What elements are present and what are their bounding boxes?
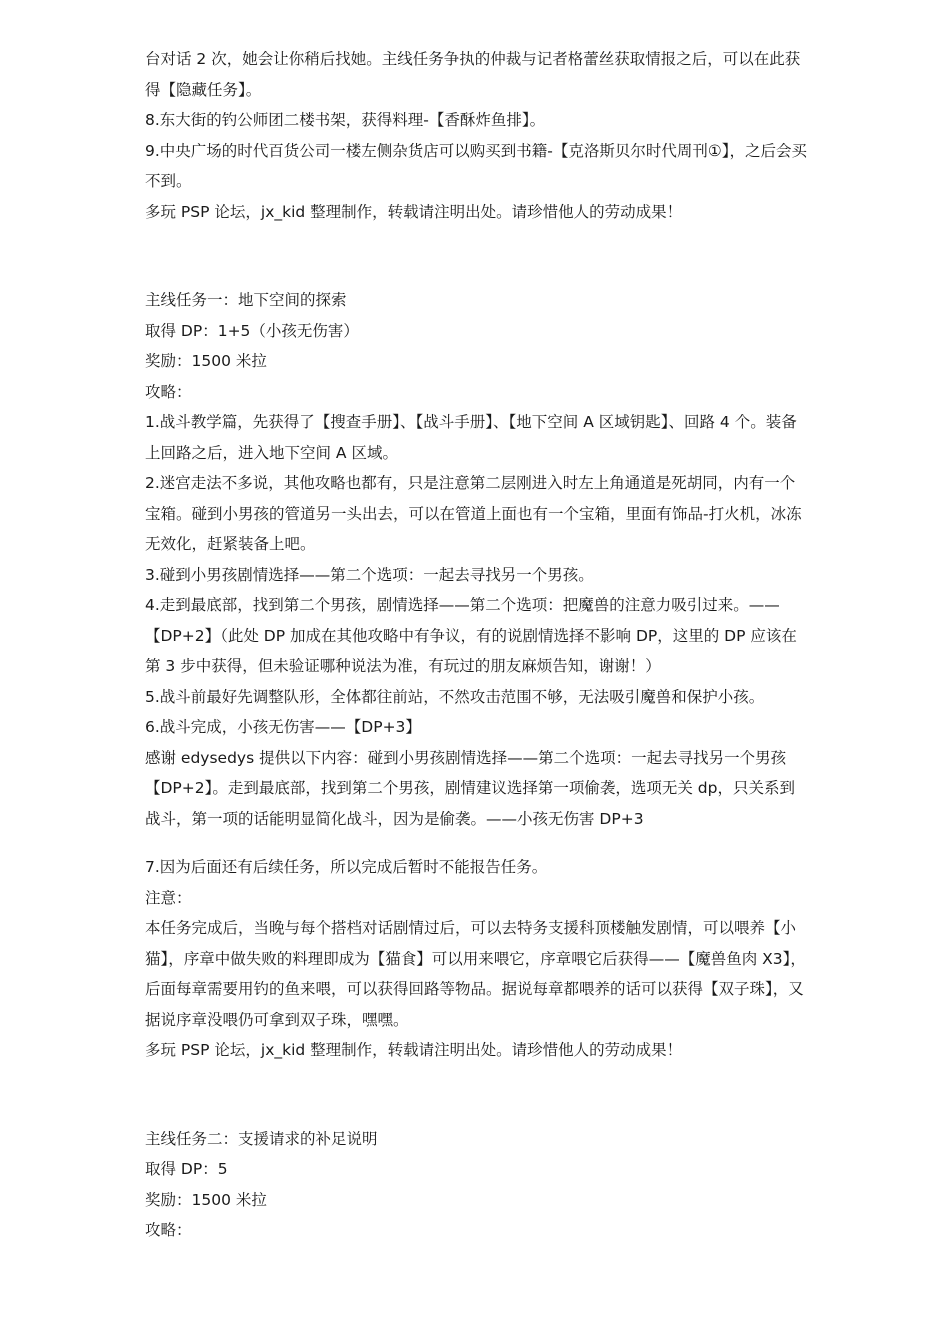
credit-line: 多玩 PSP 论坛，jx_kid 整理制作，转载请注明出处。请珍惜他人的劳动成果！ — [145, 1041, 683, 1059]
credit-line: 多玩 PSP 论坛，jx_kid 整理制作，转载请注明出处。请珍惜他人的劳动成果！ — [145, 202, 683, 221]
paragraph-item-9: 9.中央广场的时代百货公司一楼左侧杂货店可以购买到书籍-【克洛斯贝尔时代周刊①】，之后会买不到。 — [145, 141, 808, 190]
quest2-dp: 取得 DP：5 — [145, 1160, 228, 1178]
quest1-title: 主线任务一：地下空间的探索 — [145, 291, 347, 309]
document-page — [145, 44, 810, 1246]
quest1-guide-label: 攻略： — [145, 382, 192, 401]
spacer — [145, 834, 810, 852]
quest1-note-label: 注意： — [145, 888, 192, 907]
quest1-step-2: 2.迷宫走法不多说，其他攻略也都有，只是注意第二层刚进入时左上角通道是死胡同，内有一个宝箱。碰到小男孩的管道另一头出去，可以在管道上面也有一个宝箱，里面有饰品-打火机，冰冻无效化，赶紧装备上吧。 — [145, 474, 802, 553]
quest2-title: 主线任务二：支援请求的补足说明 — [145, 1129, 378, 1148]
quest1-reward: 奖励：1500 米拉 — [145, 352, 267, 370]
quest1-step-4: 4.走到最底部，找到第二个男孩，剧情选择——第二个选项：把魔兽的注意力吸引过来。——【DP+2】（此处 DP 加成在其他攻略中有争议，有的说剧情选择不影响 DP，这里的 DP 应该在第 3 步中获得，但未验证哪种说法为准，有玩过的朋友麻烦告知，谢谢！） — [145, 596, 797, 675]
paragraph-item-8: 8.东大街的钓公师团二楼书架，获得料理-【香酥炸鱼排】。 — [145, 111, 546, 129]
quest1-step-3: 3.碰到小男孩剧情选择——第二个选项：一起去寻找另一个男孩。 — [145, 565, 594, 584]
quest2-guide-label: 攻略： — [145, 1221, 192, 1239]
quest1-step-5: 5.战斗前最好先调整队形，全体都往前站，不然攻击范围不够，无法吸引魔兽和保护小孩。 — [145, 687, 765, 706]
quest2-reward: 奖励：1500 米拉 — [145, 1190, 267, 1209]
quest1-step-6: 6.战斗完成，小孩无伤害——【DP+3】 — [145, 718, 421, 736]
spacer — [145, 1066, 810, 1124]
quest1-step-7: 7.因为后面还有后续任务，所以完成后暂时不能报告任务。 — [145, 858, 548, 876]
quest1-dp: 取得 DP：1+5（小孩无伤害） — [145, 321, 359, 340]
paragraph-hidden-quest: 台对话 2 次，她会让你稍后找她。主线任务争执的仲裁与记者格蕾丝获取情报之后，可以在此获得【隐藏任务】。 — [145, 50, 801, 99]
quest1-step-1: 1.战斗教学篇，先获得了【搜查手册】、【战斗手册】、【地下空间 A 区域钥匙】、回路 4 个。装备上回路之后，进入地下空间 A 区域。 — [145, 413, 797, 462]
spacer — [145, 227, 810, 285]
quest1-thanks: 感谢 edysedys 提供以下内容：碰到小男孩剧情选择——第二个选项：一起去寻找另一个男孩【DP+2】。走到最底部，找到第二个男孩，剧情建议选择第一项偷袭，选项无关 dp，只关系到战斗，第一项的话能明显简化战斗，因为是偷袭。——小孩无伤害 DP+3 — [145, 748, 795, 828]
quest1-note: 本任务完成后，当晚与每个搭档对话剧情过后，可以去特务支援科顶楼触发剧情，可以喂养【小猫】，序章中做失败的料理即成为【猫食】可以用来喂它，序章喂它后获得——【魔兽鱼肉 X3】，后面每章需要用钓的鱼来喂，可以获得回路等物品。据说每章都喂养的话可以获得【双子珠】，又据说序章没喂仍可拿到双子珠，嘿嘿。 — [145, 919, 806, 1029]
